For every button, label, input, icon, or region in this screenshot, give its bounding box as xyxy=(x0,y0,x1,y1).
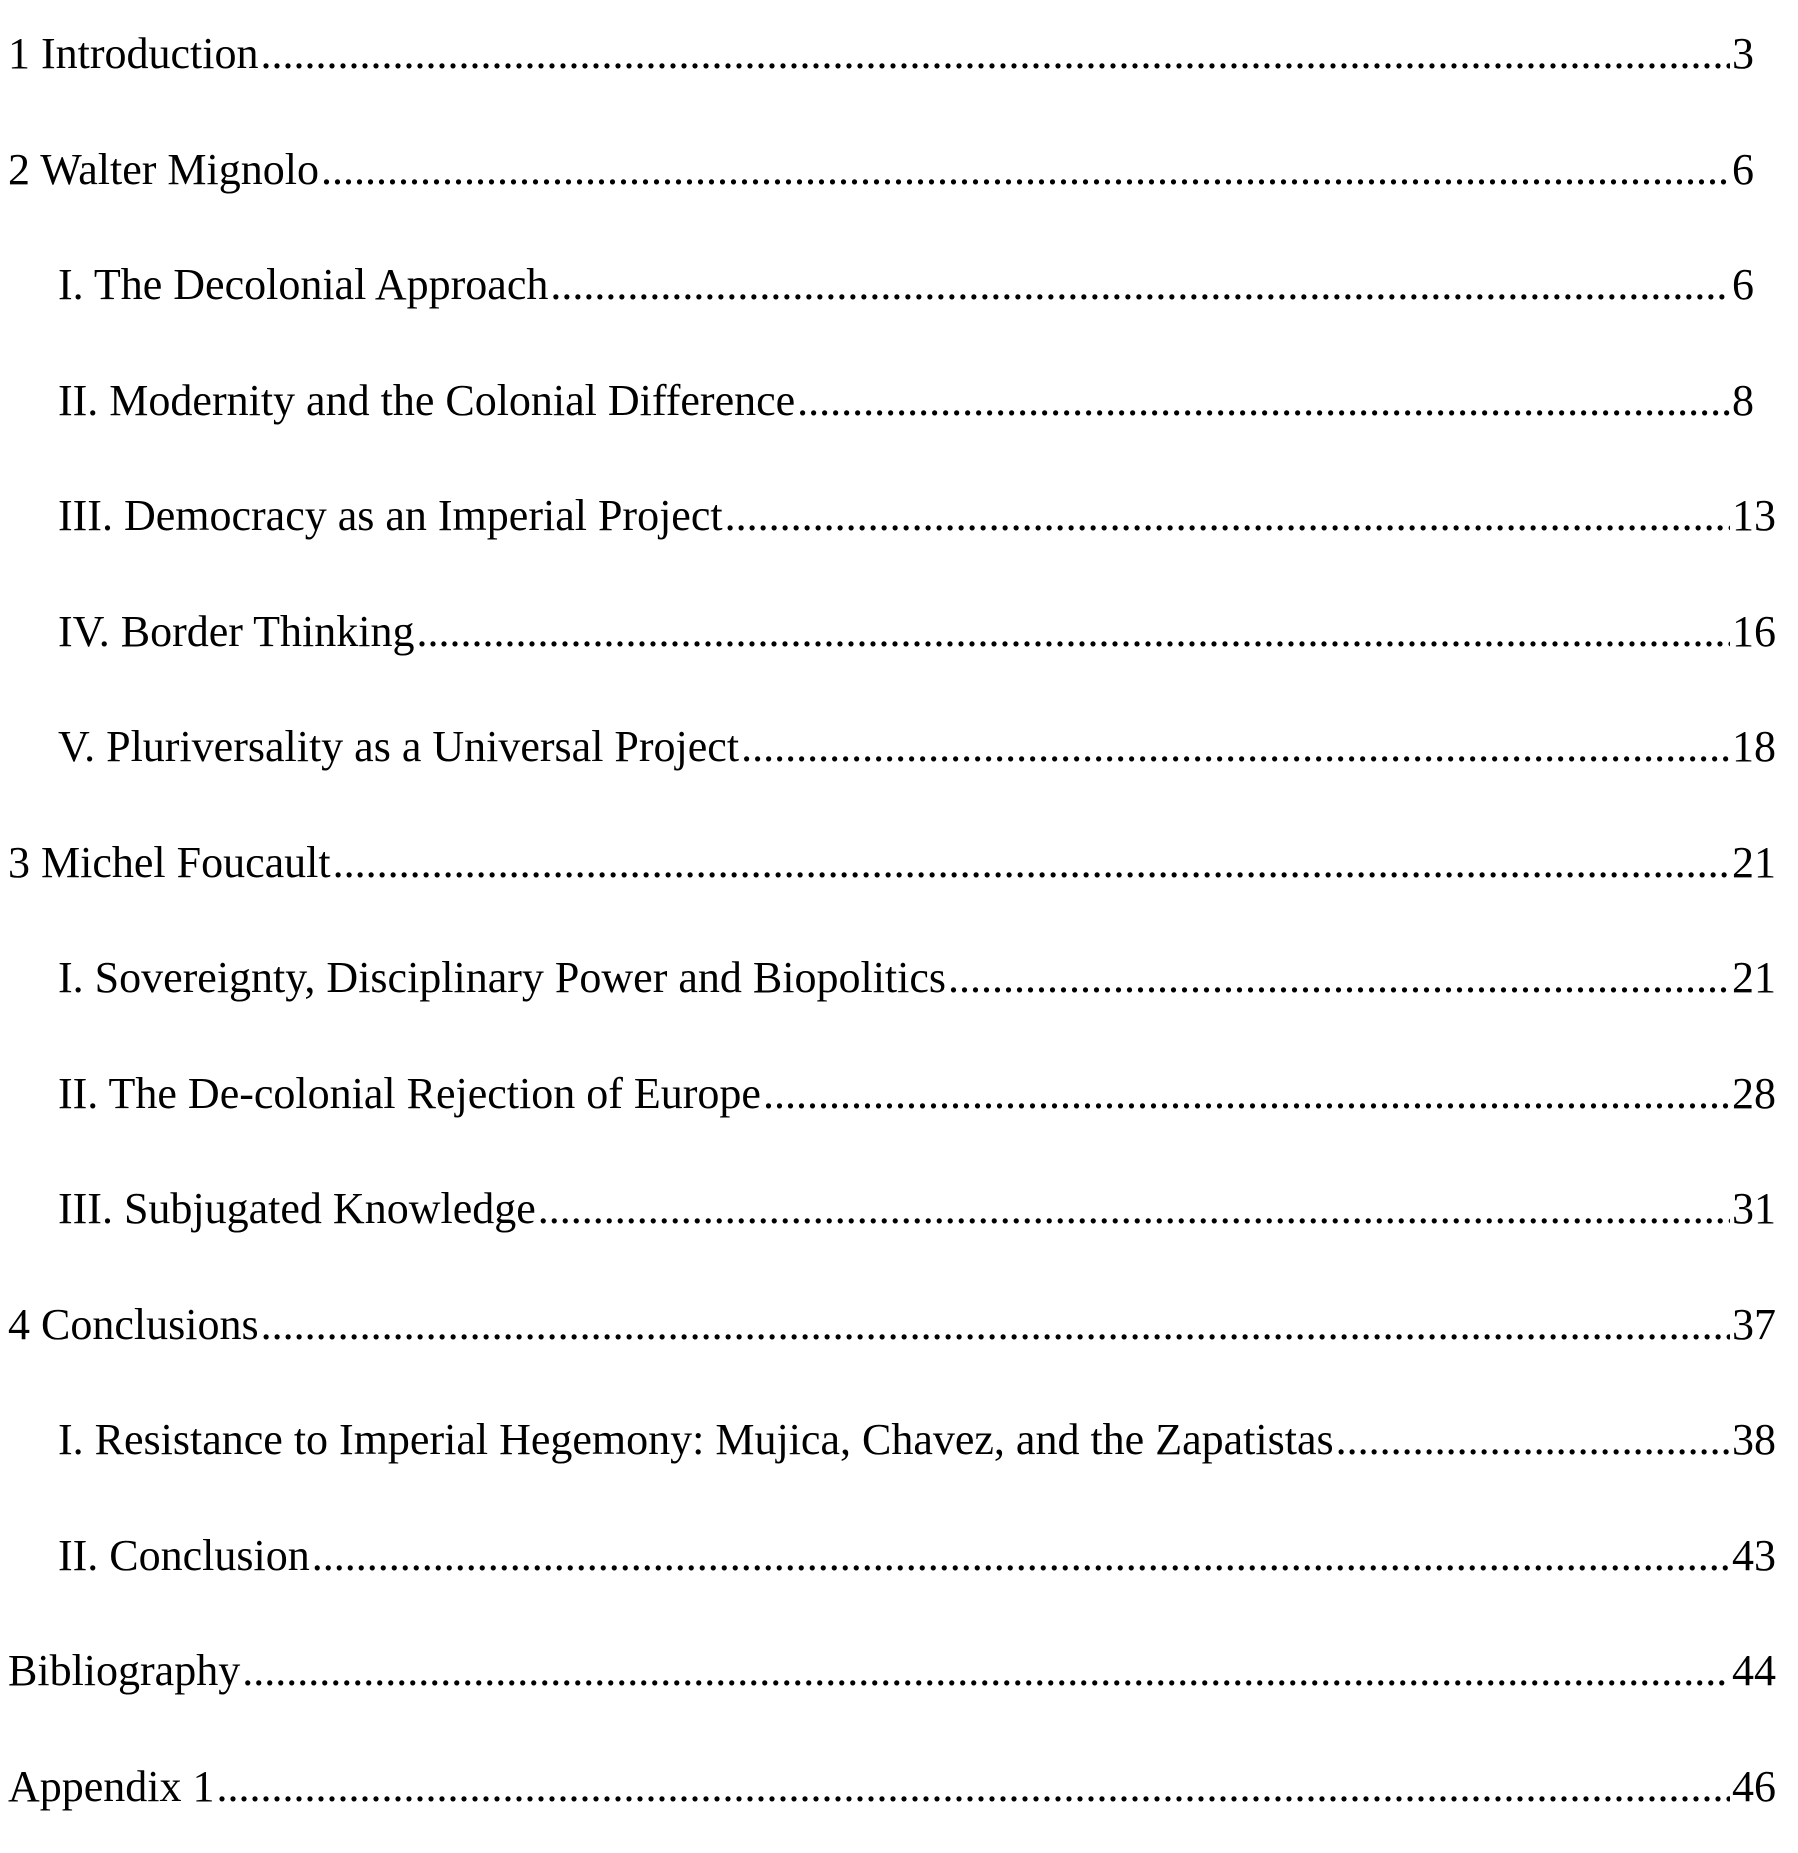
toc-dot-leader xyxy=(261,1293,1730,1357)
toc-entry-title: I. Resistance to Imperial Hegemony: Mujica, Chavez, and the Zapatistas xyxy=(58,1415,1334,1464)
toc-dot-leader xyxy=(741,715,1730,779)
toc-page-number: 44 xyxy=(1732,1646,1776,1695)
toc-page-number: 8 xyxy=(1732,375,1754,425)
toc-entry-title: II. Conclusion xyxy=(58,1530,310,1580)
toc-dot-leader xyxy=(550,253,1730,317)
toc-page-number: 6 xyxy=(1732,260,1754,309)
toc-page-number: 38 xyxy=(1732,1415,1776,1464)
toc-page-number: 3 xyxy=(1732,29,1754,78)
toc-entry-decolonial-approach[interactable] xyxy=(8,253,1798,369)
toc-entry-title: 3 Michel Foucault xyxy=(8,837,331,887)
toc-entry-modernity-colonial-difference[interactable] xyxy=(8,369,1798,485)
toc-entry-title: 4 Conclusions xyxy=(8,1299,259,1349)
toc-entry-title: Bibliography xyxy=(8,1646,241,1695)
toc-entry-title: II. Modernity and the Colonial Difference xyxy=(58,375,796,425)
toc-page-number: 6 xyxy=(1732,144,1754,194)
toc-dot-leader xyxy=(725,484,1730,548)
toc-page-number: 43 xyxy=(1732,1530,1776,1580)
toc-entry-decolonial-rejection-europe[interactable] xyxy=(8,1062,1798,1178)
toc-page-number: 21 xyxy=(1732,837,1776,887)
toc-entry-title: Appendix 1 xyxy=(8,1761,215,1811)
toc-dot-leader xyxy=(416,600,1730,664)
toc-dot-leader xyxy=(797,369,1730,433)
toc-entry-bibliography[interactable] xyxy=(8,1639,1798,1755)
toc-page-number: 16 xyxy=(1732,606,1776,656)
toc-entry-border-thinking[interactable] xyxy=(8,600,1798,716)
toc-entry-title: I. Sovereignty, Disciplinary Power and Biopolitics xyxy=(58,953,947,1002)
toc-page-number: 21 xyxy=(1732,953,1776,1002)
toc-page-number: 46 xyxy=(1732,1761,1776,1811)
toc-page-number: 18 xyxy=(1732,722,1776,771)
toc-entry-resistance-imperial-hegemony[interactable] xyxy=(8,1408,1798,1524)
toc-entry-conclusions[interactable] xyxy=(8,1293,1798,1409)
toc-dot-leader xyxy=(948,946,1730,1010)
toc-entry-conclusion[interactable] xyxy=(8,1524,1798,1640)
toc-dot-leader xyxy=(538,1177,1730,1241)
toc-dot-leader xyxy=(1336,1408,1730,1472)
toc-entry-title: 1 Introduction xyxy=(8,29,259,78)
toc-dot-leader xyxy=(333,831,1730,895)
toc-dot-leader xyxy=(763,1062,1730,1126)
toc-entry-democracy-imperial-project[interactable] xyxy=(8,484,1798,600)
toc-dot-leader xyxy=(217,1755,1730,1819)
toc-dot-leader xyxy=(312,1524,1730,1588)
toc-dot-leader xyxy=(321,138,1730,202)
toc-entry-title: IV. Border Thinking xyxy=(58,606,415,656)
toc-entry-sovereignty-biopolitics[interactable] xyxy=(8,946,1798,1062)
toc-entry-walter-mignolo[interactable] xyxy=(8,138,1798,254)
toc-entry-appendix-1[interactable] xyxy=(8,1755,1798,1853)
toc-page-number: 37 xyxy=(1732,1299,1776,1349)
toc-entry-title: 2 Walter Mignolo xyxy=(8,144,319,194)
toc-entry-pluriversality[interactable] xyxy=(8,715,1798,831)
toc-entry-title: III. Democracy as an Imperial Project xyxy=(58,491,723,540)
toc-page-number: 28 xyxy=(1732,1068,1776,1118)
toc-entry-title: V. Pluriversality as a Universal Project xyxy=(58,722,740,771)
toc-dot-leader xyxy=(261,22,1730,86)
toc-dot-leader xyxy=(242,1639,1730,1703)
toc-entry-michel-foucault[interactable] xyxy=(8,831,1798,947)
toc-entry-introduction[interactable] xyxy=(8,22,1798,138)
toc-page-number: 13 xyxy=(1732,491,1776,540)
toc-entry-subjugated-knowledge[interactable] xyxy=(8,1177,1798,1293)
toc-entry-title: II. The De-colonial Rejection of Europe xyxy=(58,1068,761,1118)
table-of-contents xyxy=(8,22,1798,1853)
toc-entry-title: III. Subjugated Knowledge xyxy=(58,1184,536,1233)
toc-page-number: 31 xyxy=(1732,1184,1776,1233)
toc-entry-title: I. The Decolonial Approach xyxy=(58,260,549,309)
